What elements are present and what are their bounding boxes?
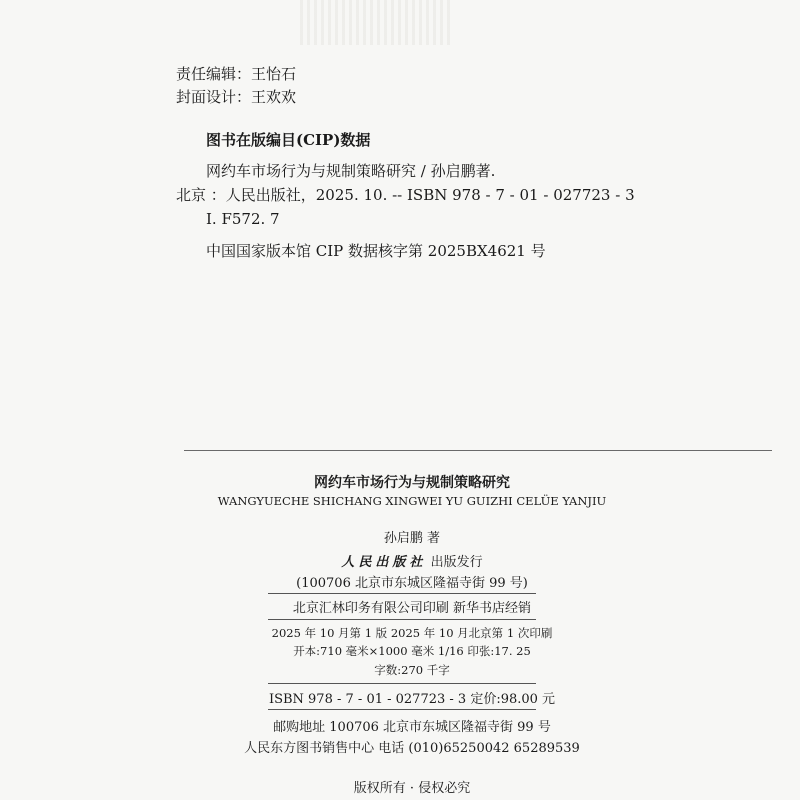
mail-order-address: 邮购地址 100706 北京市东城区隆福寺街 99 号 <box>273 720 551 735</box>
separator-line <box>184 450 772 451</box>
cover-design-credit: 封面设计：王欢欢 <box>176 88 297 106</box>
publisher-address: (100706 北京市东城区隆福寺街 99 号) <box>296 576 528 591</box>
cip-classification: Ⅰ. F572. 7 <box>206 210 280 228</box>
copyright-notice: 版权所有 · 侵权必究 <box>353 781 471 796</box>
edition-info: 2025 年 10 月第 1 版 2025 年 10 月北京第 1 次印刷 <box>271 626 553 640</box>
book-title: 网约车市场行为与规制策略研究 <box>314 475 510 491</box>
cip-record-number: 中国国家版本馆 CIP 数据核字第 2025BX4621 号 <box>206 242 546 260</box>
divider-rule <box>268 619 536 620</box>
sales-center: 人民东方图书销售中心 电话 (010)65250042 65289539 <box>244 741 580 756</box>
cip-heading: 图书在版编目(CIP)数据 <box>206 131 371 149</box>
format-info: 开本:710 毫米×1000 毫米 1/16 印张:17. 25 <box>293 644 531 658</box>
word-count: 字数:270 千字 <box>374 663 450 677</box>
cip-publisher-line: 北京 ：人民出版社，2025. 10. -- ISBN 978 - 7 - 01 - 027723 - 3 <box>176 186 635 204</box>
divider-rule <box>268 709 536 710</box>
background-pattern <box>300 0 450 45</box>
editor-credit: 责任编辑：王怡石 <box>176 65 297 83</box>
publisher-logo: 人民出版社 <box>341 555 427 570</box>
divider-rule <box>268 593 536 594</box>
isbn-price: ISBN 978 - 7 - 01 - 027723 - 3 定价:98.00 元 <box>268 692 556 707</box>
cip-title-line: 网约车市场行为与规制策略研究 / 孙启鹏著. <box>206 162 496 180</box>
publisher-line <box>12 551 800 570</box>
publisher-role: 出版发行 <box>430 555 483 570</box>
divider-rule <box>268 683 536 684</box>
author: 孙启鹏 著 <box>383 531 441 546</box>
book-title-pinyin: WANGYUECHE SHICHANG XINGWEI YU GUIZHI CELÜE YANJIU <box>217 494 607 508</box>
printing-info: 北京汇林印务有限公司印刷 新华书店经销 <box>292 601 532 616</box>
